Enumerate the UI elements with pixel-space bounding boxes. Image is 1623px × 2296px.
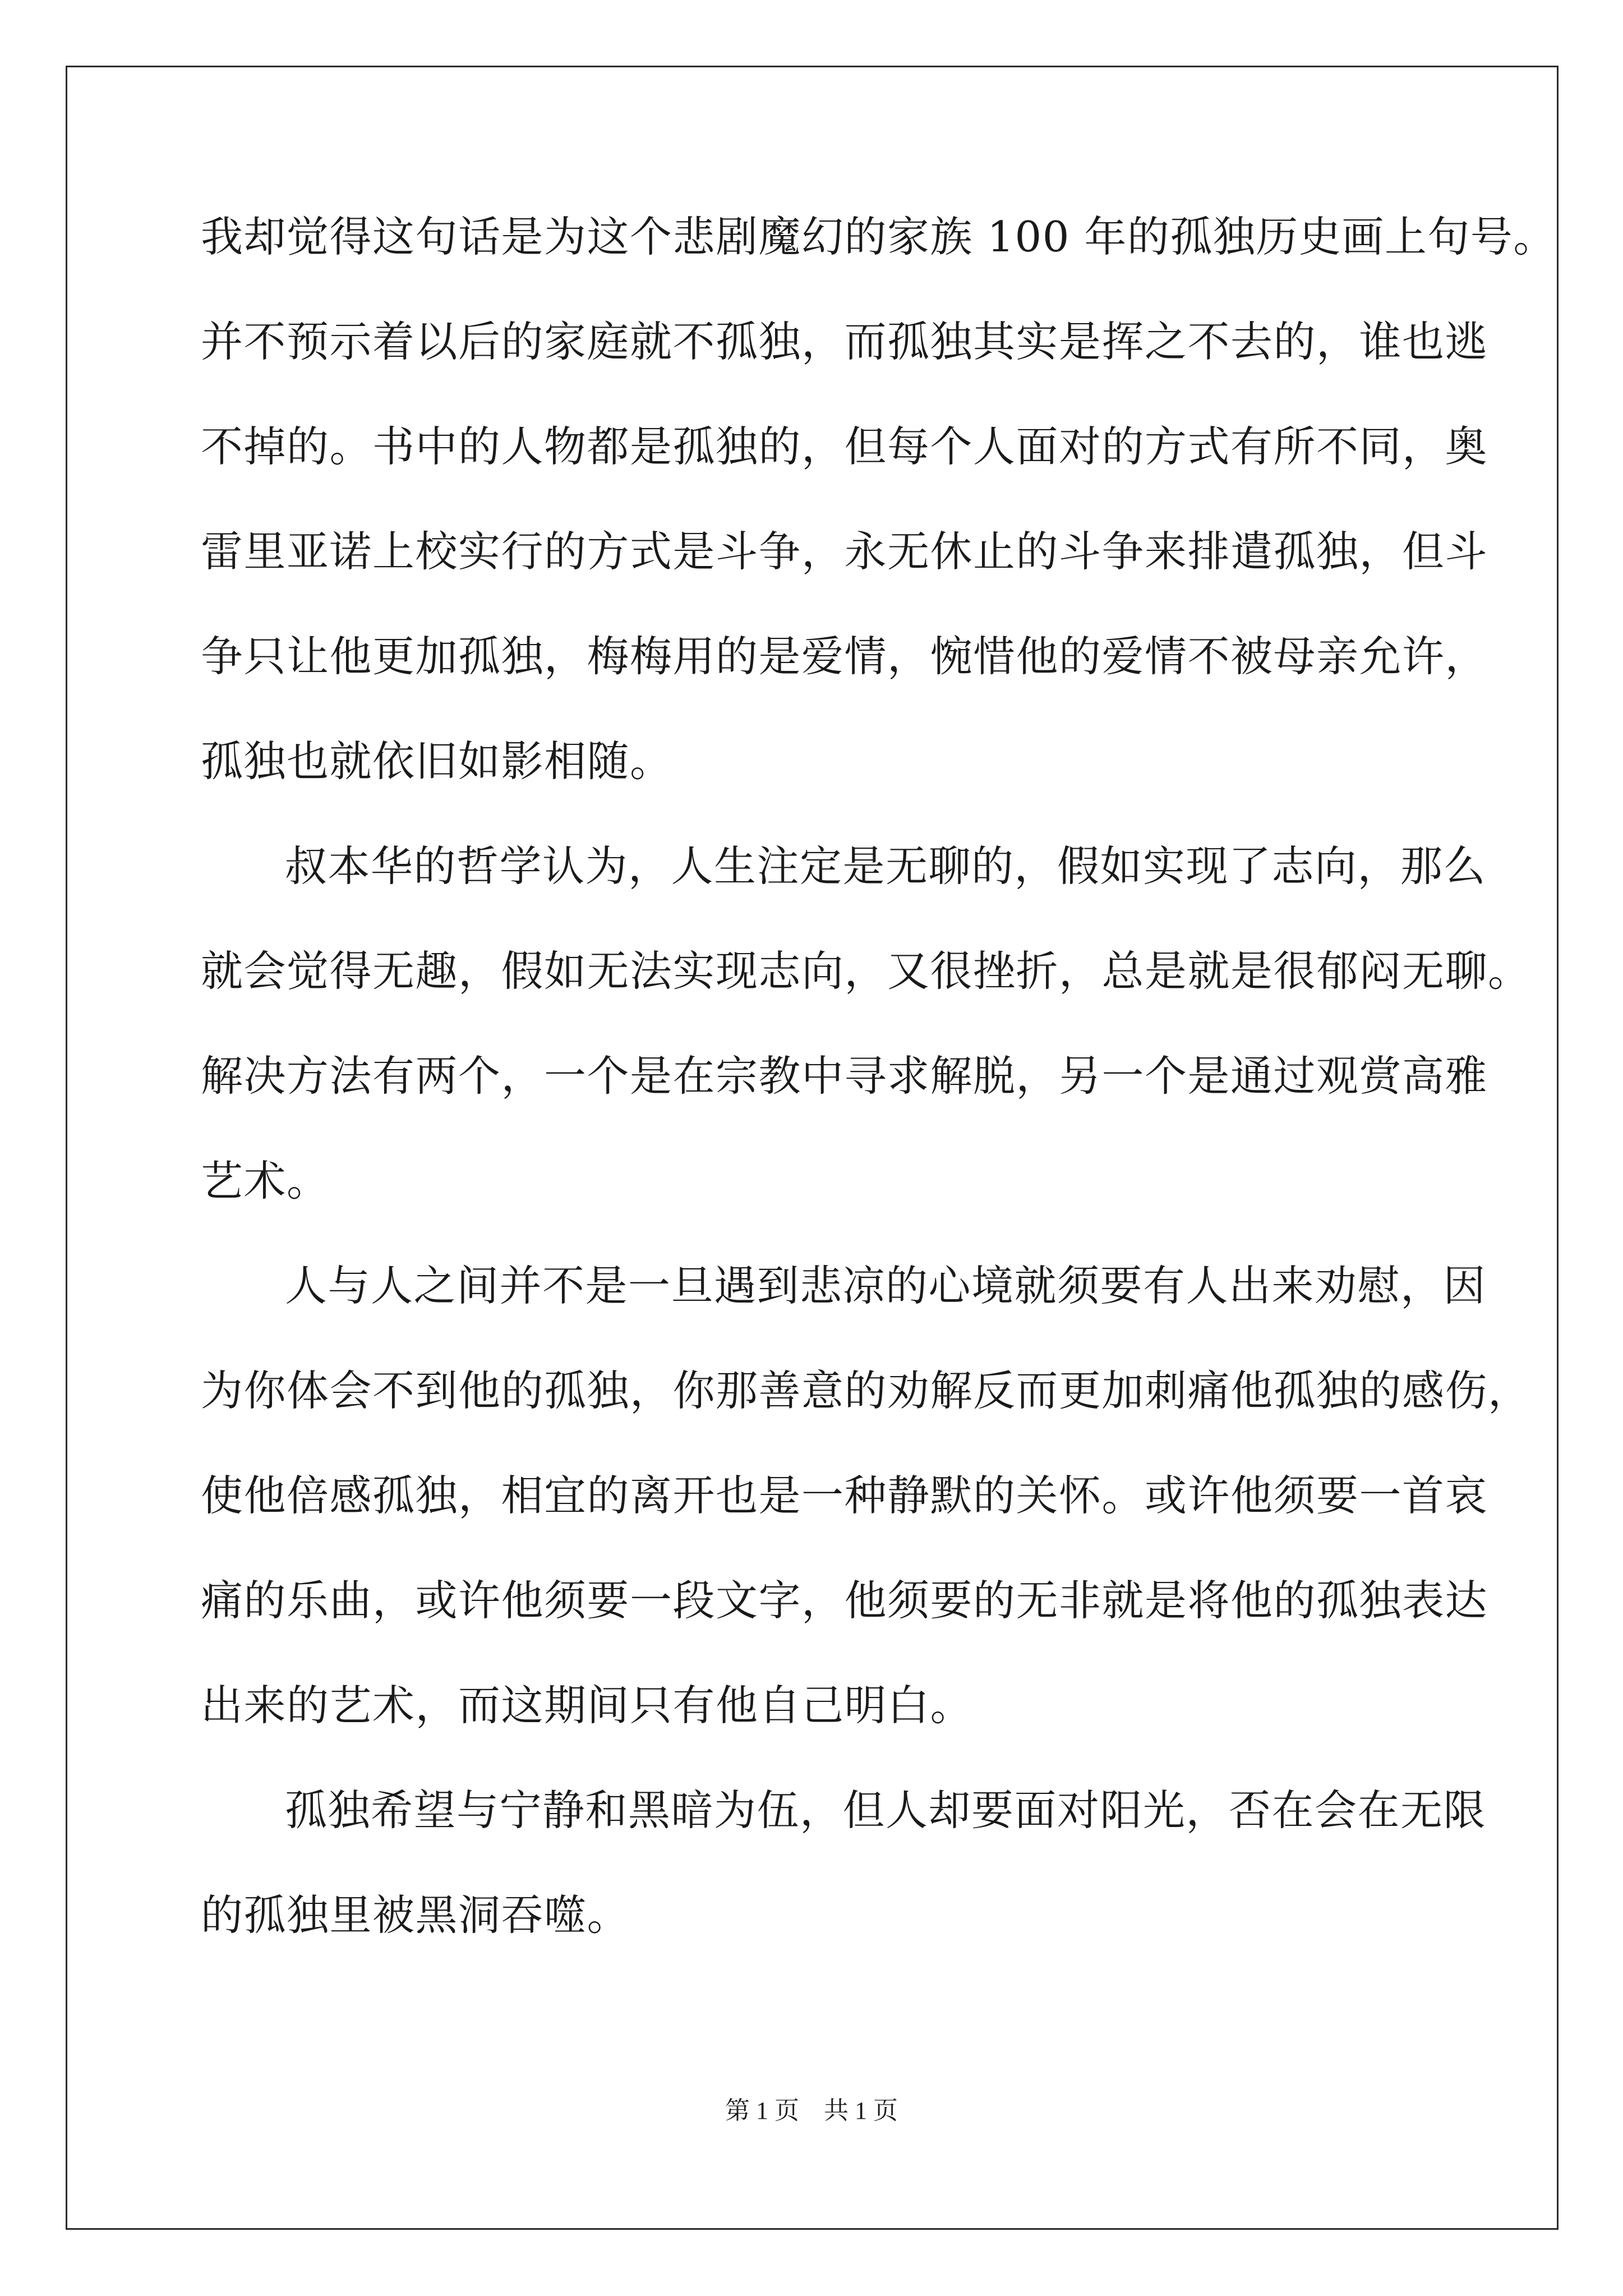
- text-line: 出来的艺术，而这期间只有他自己明白。: [201, 1681, 974, 1730]
- text-line: 痛的乐曲，或许他须要一段文字，他须要的无非就是将他的孤独表达: [201, 1576, 1488, 1625]
- text-line: 不掉的。书中的人物都是孤独的，但每个人面对的方式有所不同，奥: [201, 422, 1488, 471]
- paragraph-first-line: 人与人之间并不是一旦遇到悲凉的心境就须要有人出来劝慰，因: [285, 1261, 1487, 1310]
- text-line: 为你体会不到他的孤独，你那善意的劝解反而更加刺痛他孤独的感伤，: [201, 1366, 1531, 1415]
- text-line: 雷里亚诺上校实行的方式是斗争，永无休止的斗争来排遣孤独，但斗: [201, 527, 1488, 576]
- text-line: 我却觉得这句话是为这个悲剧魔幻的家族 100 年的孤独历史画上句号。: [201, 212, 1556, 261]
- text-line: 就会觉得无趣，假如无法实现志向，又很挫折，总是就是很郁闷无聊。: [201, 946, 1531, 996]
- page-number-footer: 第 1 页 共 1 页: [725, 2097, 898, 2124]
- text-line: 的孤独里被黑洞吞噬。: [201, 1890, 630, 1940]
- text-line: 解决方法有两个，一个是在宗教中寻求解脱，另一个是通过观赏高雅: [201, 1051, 1488, 1101]
- paragraph-first-line: 叔本华的哲学认为，人生注定是无聊的，假如实现了志向，那么: [285, 841, 1487, 891]
- text-line: 并不预示着以后的家庭就不孤独，而孤独其实是挥之不去的，谁也逃: [201, 317, 1488, 366]
- text-line: 艺术。: [201, 1156, 330, 1205]
- paragraph-first-line: 孤独希望与宁静和黑暗为伍，但人却要面对阳光，否在会在无限: [285, 1786, 1487, 1835]
- text-line: 使他倍感孤独，相宜的离开也是一种静默的关怀。或许他须要一首哀: [201, 1471, 1488, 1520]
- text-line: 孤独也就依旧如影相随。: [201, 737, 673, 786]
- text-line: 争只让他更加孤独，梅梅用的是爱情，惋惜他的爱情不被母亲允许，: [201, 632, 1488, 681]
